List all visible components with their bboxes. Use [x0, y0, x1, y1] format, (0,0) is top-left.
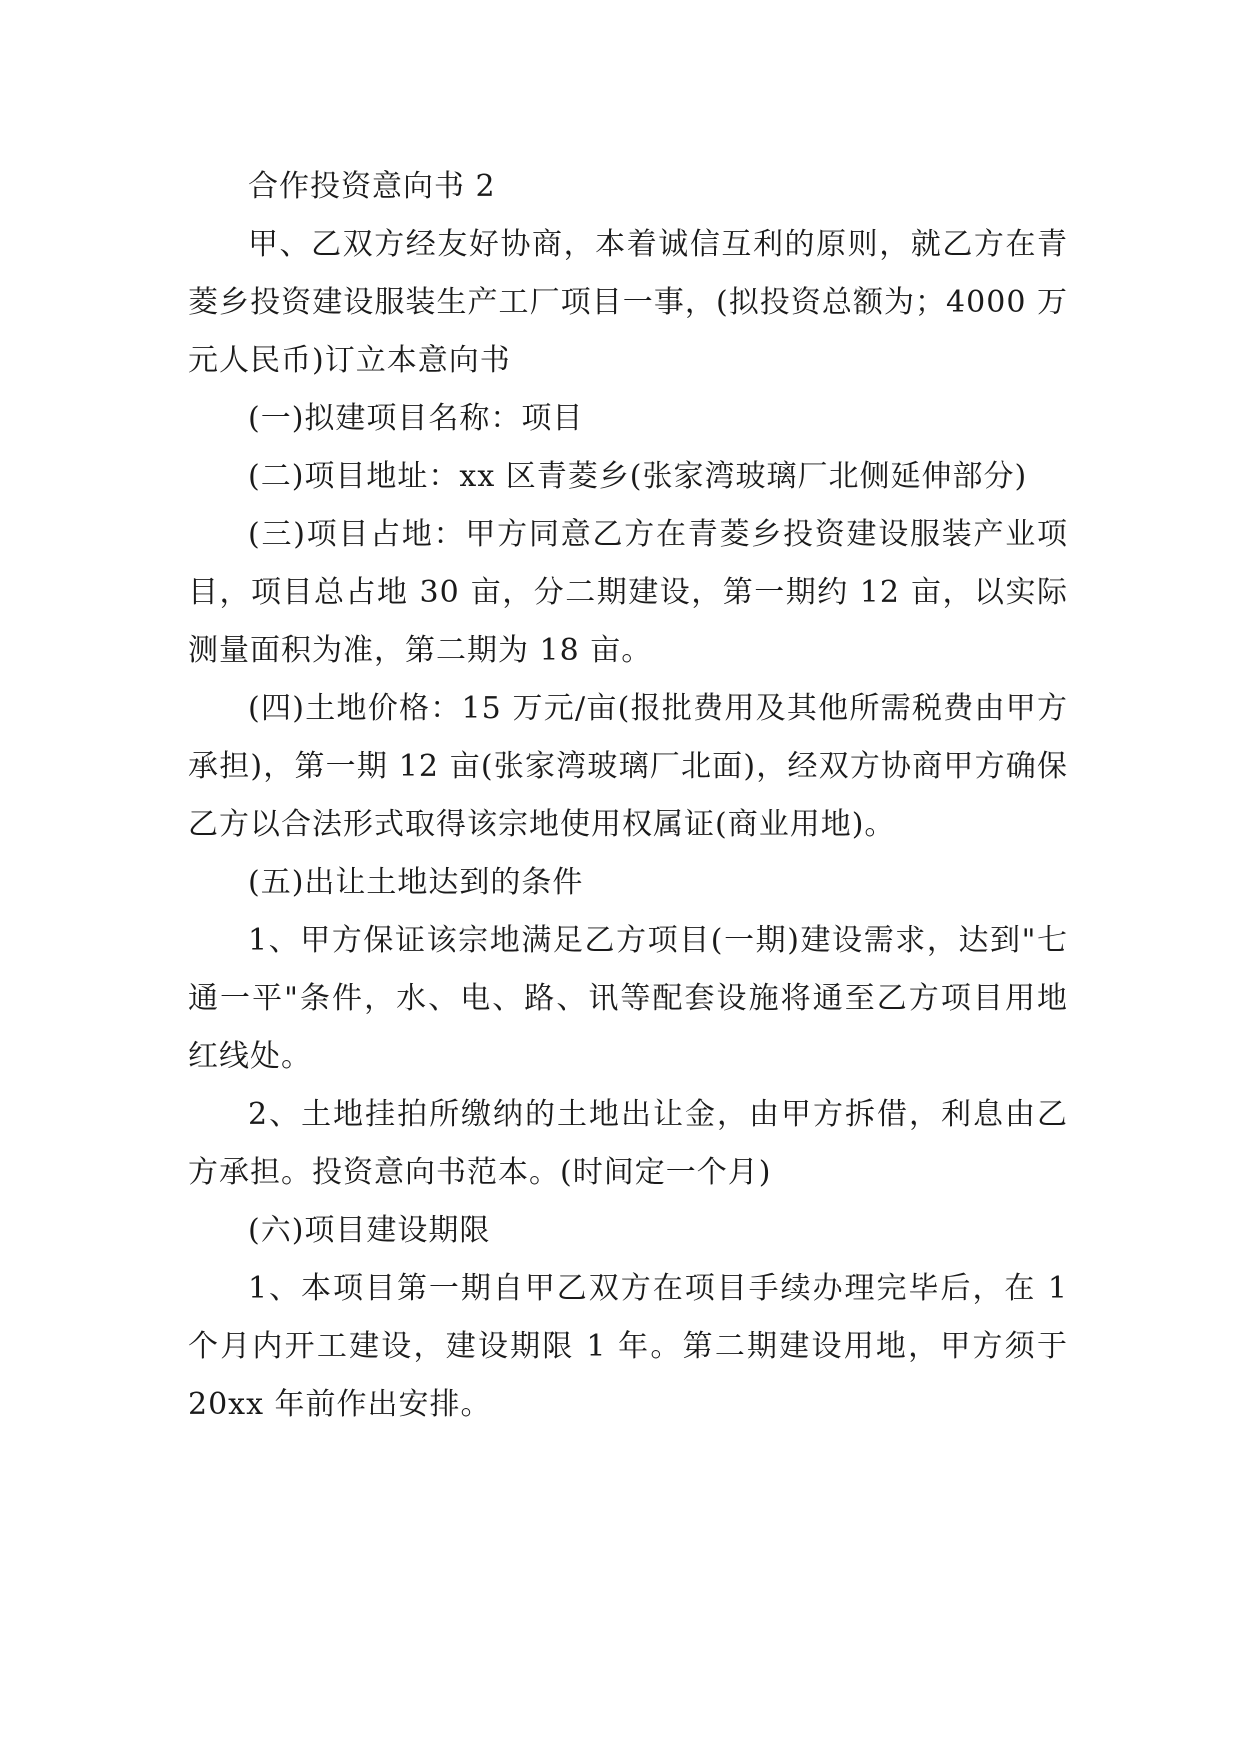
paragraph-construction-period: (六)项目建设期限 — [248, 1213, 491, 1248]
document-body — [188, 158, 1068, 1434]
paragraph-transfer-conditions: (五)出让土地达到的条件 — [248, 865, 584, 900]
paragraph-project-land: (三)项目占地：甲方同意乙方在青菱乡投资建设服装产业项目，项目总占地 30 亩，分二期建设，第一期约 12 亩，以实际测量面积为准，第二期为 18 亩。 — [188, 517, 1068, 668]
paragraph-project-name: (一)拟建项目名称：项目 — [248, 401, 584, 436]
paragraph-period-1: 1、本项目第一期自甲乙双方在项目手续办理完毕后，在 1 个月内开工建设，建设期限 1 年。第二期建设用地，甲方须于 20xx 年前作出安排。 — [188, 1271, 1068, 1422]
paragraph-project-address: (二)项目地址：xx 区青菱乡(张家湾玻璃厂北侧延伸部分) — [248, 459, 1028, 494]
paragraph-condition-2: 2、土地挂拍所缴纳的土地出让金，由甲方拆借，利息由乙方承担。投资意向书范本。(时间定一个月) — [188, 1097, 1068, 1190]
paragraph-land-price: (四)土地价格：15 万元/亩(报批费用及其他所需税费由甲方承担)，第一期 12 亩(张家湾玻璃厂北面)，经双方协商甲方确保乙方以合法形式取得该宗地使用权属证(商业用地)。 — [188, 691, 1068, 842]
paragraph-intro: 甲、乙双方经友好协商，本着诚信互利的原则，就乙方在青菱乡投资建设服装生产工厂项目一事，(拟投资总额为；4000 万元人民币)订立本意向书 — [188, 227, 1068, 378]
document-title: 合作投资意向书 2 — [248, 169, 496, 204]
paragraph-condition-1: 1、甲方保证该宗地满足乙方项目(一期)建设需求，达到"七通一平"条件，水、电、路、讯等配套设施将通至乙方项目用地红线处。 — [188, 923, 1068, 1074]
